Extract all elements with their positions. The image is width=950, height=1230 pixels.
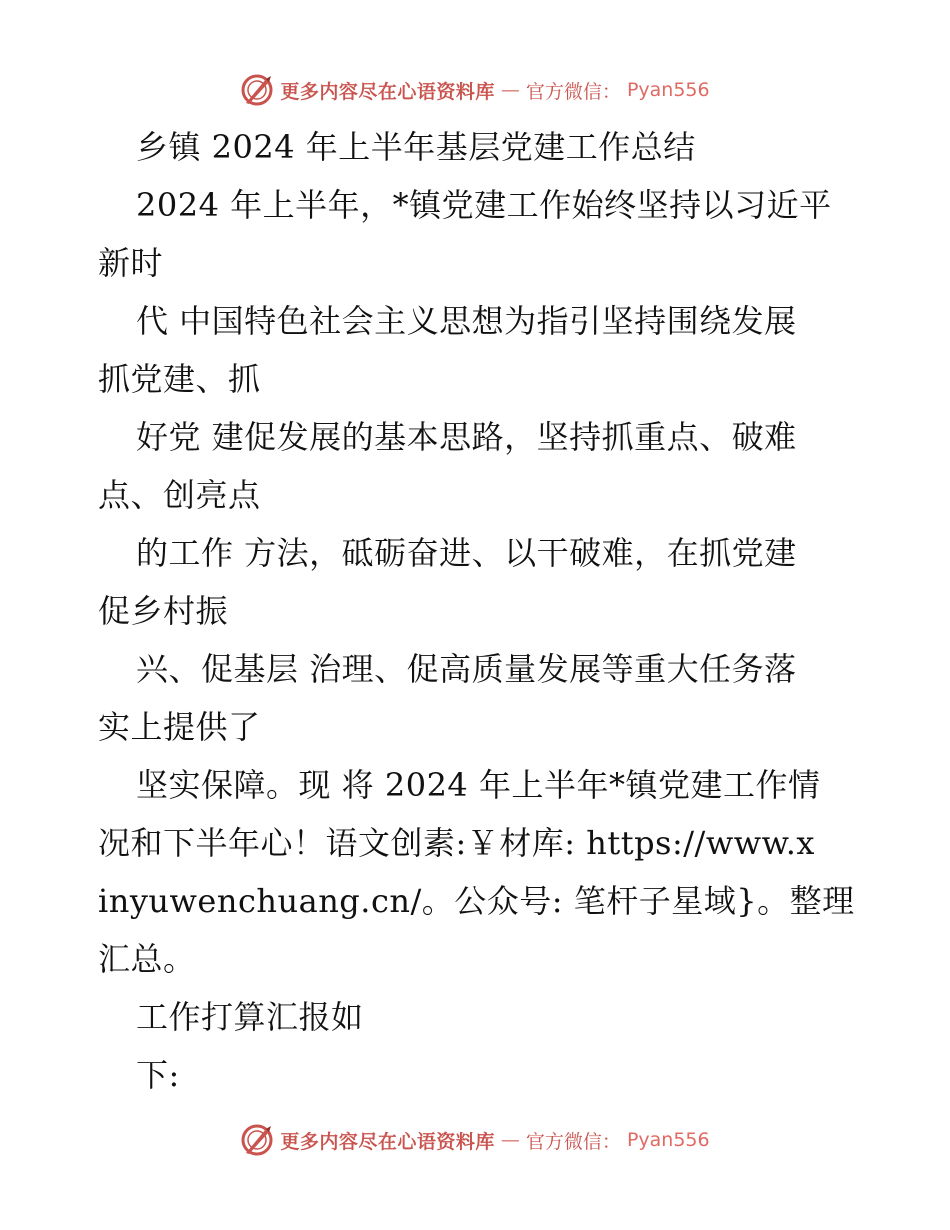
text-line: 实上提供了	[98, 708, 261, 746]
text-line: 工作打算汇报如	[136, 998, 364, 1036]
text-line: 汇总。	[98, 940, 196, 978]
text-line: 的工作 方法，砥砺奋进、以干破难，在抓党建	[136, 534, 797, 572]
banner-dash: —	[500, 1129, 520, 1151]
banner-main-text: 更多内容尽在心语资料库	[280, 80, 495, 103]
banner-wechat-label: 官方微信：	[525, 80, 621, 103]
banner-main-text: 更多内容尽在心语资料库	[280, 1130, 495, 1153]
text-line: 兴、促基层 治理、促高质量发展等重大任务落	[136, 650, 797, 688]
quill-pen-logo-icon	[240, 73, 274, 107]
banner-wechat-id: Pyan556	[626, 79, 710, 101]
banner-wechat-label: 官方微信：	[525, 1130, 621, 1153]
banner-dash: —	[500, 79, 520, 101]
banner-wechat-id: Pyan556	[626, 1129, 710, 1151]
text-line: 促乡村振	[98, 592, 229, 630]
text-line: 点、创亮点	[98, 476, 261, 514]
text-line: 好党 建促发展的基本思路，坚持抓重点、破难	[136, 418, 797, 456]
document-title: 乡镇 2024 年上半年基层党建工作总结	[136, 128, 696, 166]
text-line: 坚实保障。现 将 2024 年上半年*镇党建工作情	[136, 766, 821, 804]
text-line: inyuwenchuang.cn/。公众号: 笔杆子星域}。整理	[98, 882, 855, 920]
text-line: 抓党建、抓	[98, 360, 261, 398]
text-line: 况和下半年心！语文创素:￥材库: https://www.x	[98, 824, 815, 862]
footer-banner	[0, 1120, 950, 1160]
text-line: 新时	[98, 244, 164, 282]
document-body	[98, 118, 858, 1104]
text-line: 下:	[136, 1056, 180, 1094]
quill-pen-logo-icon	[240, 1123, 274, 1157]
text-line: 2024 年上半年，*镇党建工作始终坚持以习近平	[136, 186, 832, 224]
text-line: 代 中国特色社会主义思想为指引坚持围绕发展	[136, 302, 797, 340]
banner-content	[240, 73, 709, 107]
header-banner	[0, 70, 950, 110]
banner-content	[240, 1123, 709, 1157]
